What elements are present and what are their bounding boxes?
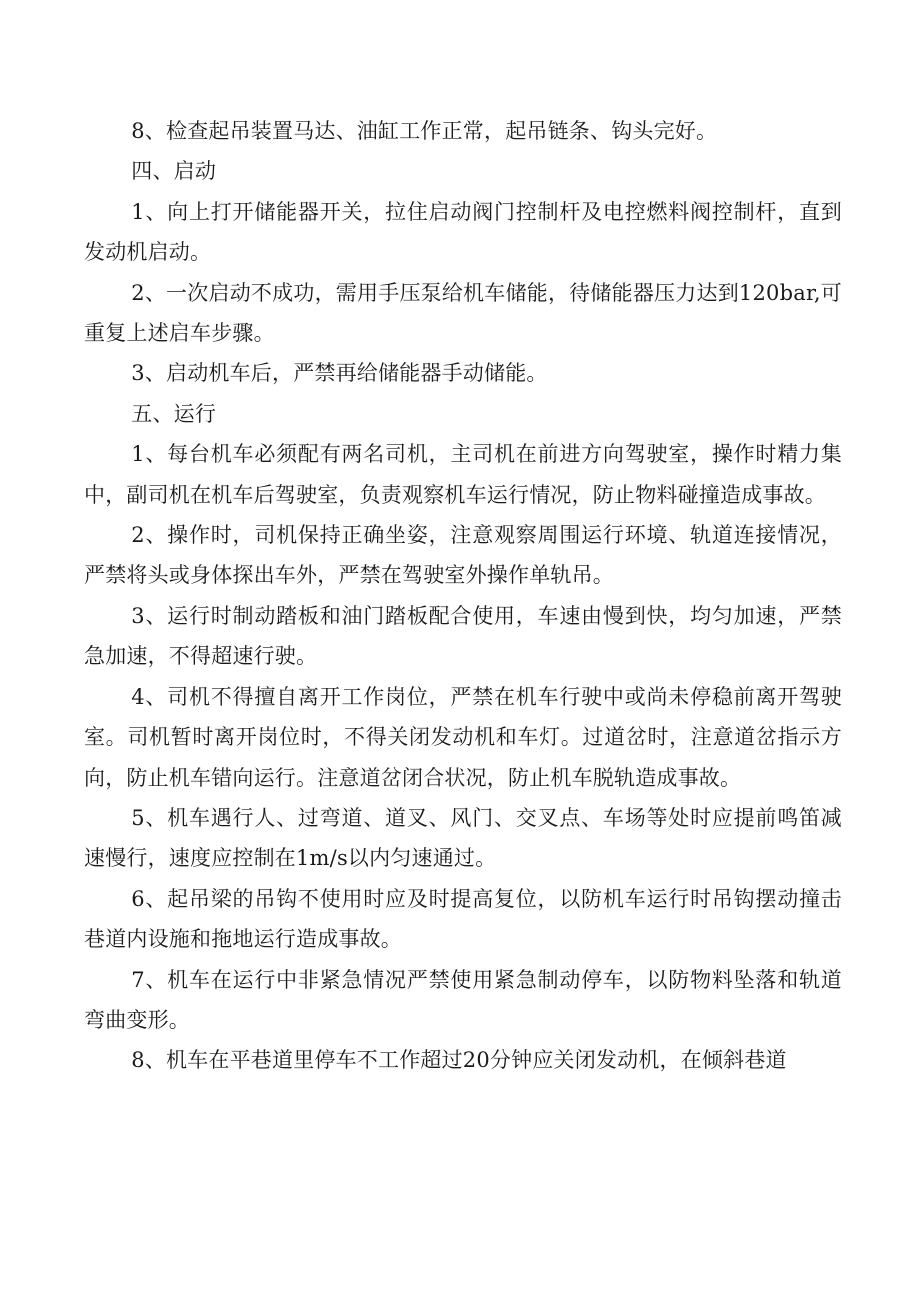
paragraph-start-3: 3、启动机车后，严禁再给储能器手动储能。 bbox=[131, 361, 548, 386]
paragraph-item-8-check-lifting: 8、检查起吊装置马达、油缸工作正常，起吊链条、钩头完好。 bbox=[131, 119, 718, 143]
paragraph-operation-2: 2、操作时，司机保持正确坐姿，注意观察周围运行环境、轨道连接情况，严禁将头或身体探出车外，严禁在驾驶室外操作单轨吊。 bbox=[84, 523, 842, 588]
paragraph-operation-1: 1、每台机车必须配有两名司机，主司机在前进方向驾驶室，操作时精力集中，副司机在机车后驾驶室，负责观察机车运行情况，防止物料碰撞造成事故。 bbox=[84, 442, 842, 507]
paragraph-operation-4: 4、司机不得擅自离开工作岗位，严禁在机车行驶中或尚未停稳前离开驾驶室。司机暂时离开岗位时，不得关闭发动机和车灯。过道岔时，注意道岔指示方向，防止机车错向运行。注意道岔闭合状况，防止机车脱轨造成事故。 bbox=[84, 684, 842, 790]
paragraph-operation-3: 3、运行时制动踏板和油门踏板配合使用，车速由慢到快，均匀加速，严禁急加速，不得超速行驶。 bbox=[84, 603, 842, 669]
paragraph-operation-8: 8、机车在平巷道里停车不工作超过20分钟应关闭发动机，在倾斜巷道 bbox=[131, 1048, 787, 1073]
paragraph-operation-6: 6、起吊梁的吊钩不使用时应及时提高复位，以防机车运行时吊钩摆动撞击巷道内设施和拖地运行造成事故。 bbox=[84, 886, 842, 952]
section-heading-operation: 五、运行 bbox=[131, 401, 217, 426]
section-heading-start: 四、启动 bbox=[131, 159, 217, 184]
document-body bbox=[84, 111, 842, 1081]
paragraph-operation-7: 7、机车在运行中非紧急情况严禁使用紧急制动停车，以防物料坠落和轨道弯曲变形。 bbox=[84, 967, 842, 1032]
paragraph-start-2: 2、一次启动不成功，需用手压泵给机车储能，待储能器压力达到120bar,可重复上述启车步骤。 bbox=[84, 280, 842, 346]
paragraph-operation-5: 5、机车遇行人、过弯道、道叉、风门、交叉点、车场等处时应提前鸣笛减速慢行，速度应控制在1m/s以内匀速通过。 bbox=[84, 805, 842, 871]
paragraph-start-1: 1、向上打开储能器开关，拉住启动阀门控制杆及电控燃料阀控制杆，直到发动机启动。 bbox=[84, 199, 842, 265]
